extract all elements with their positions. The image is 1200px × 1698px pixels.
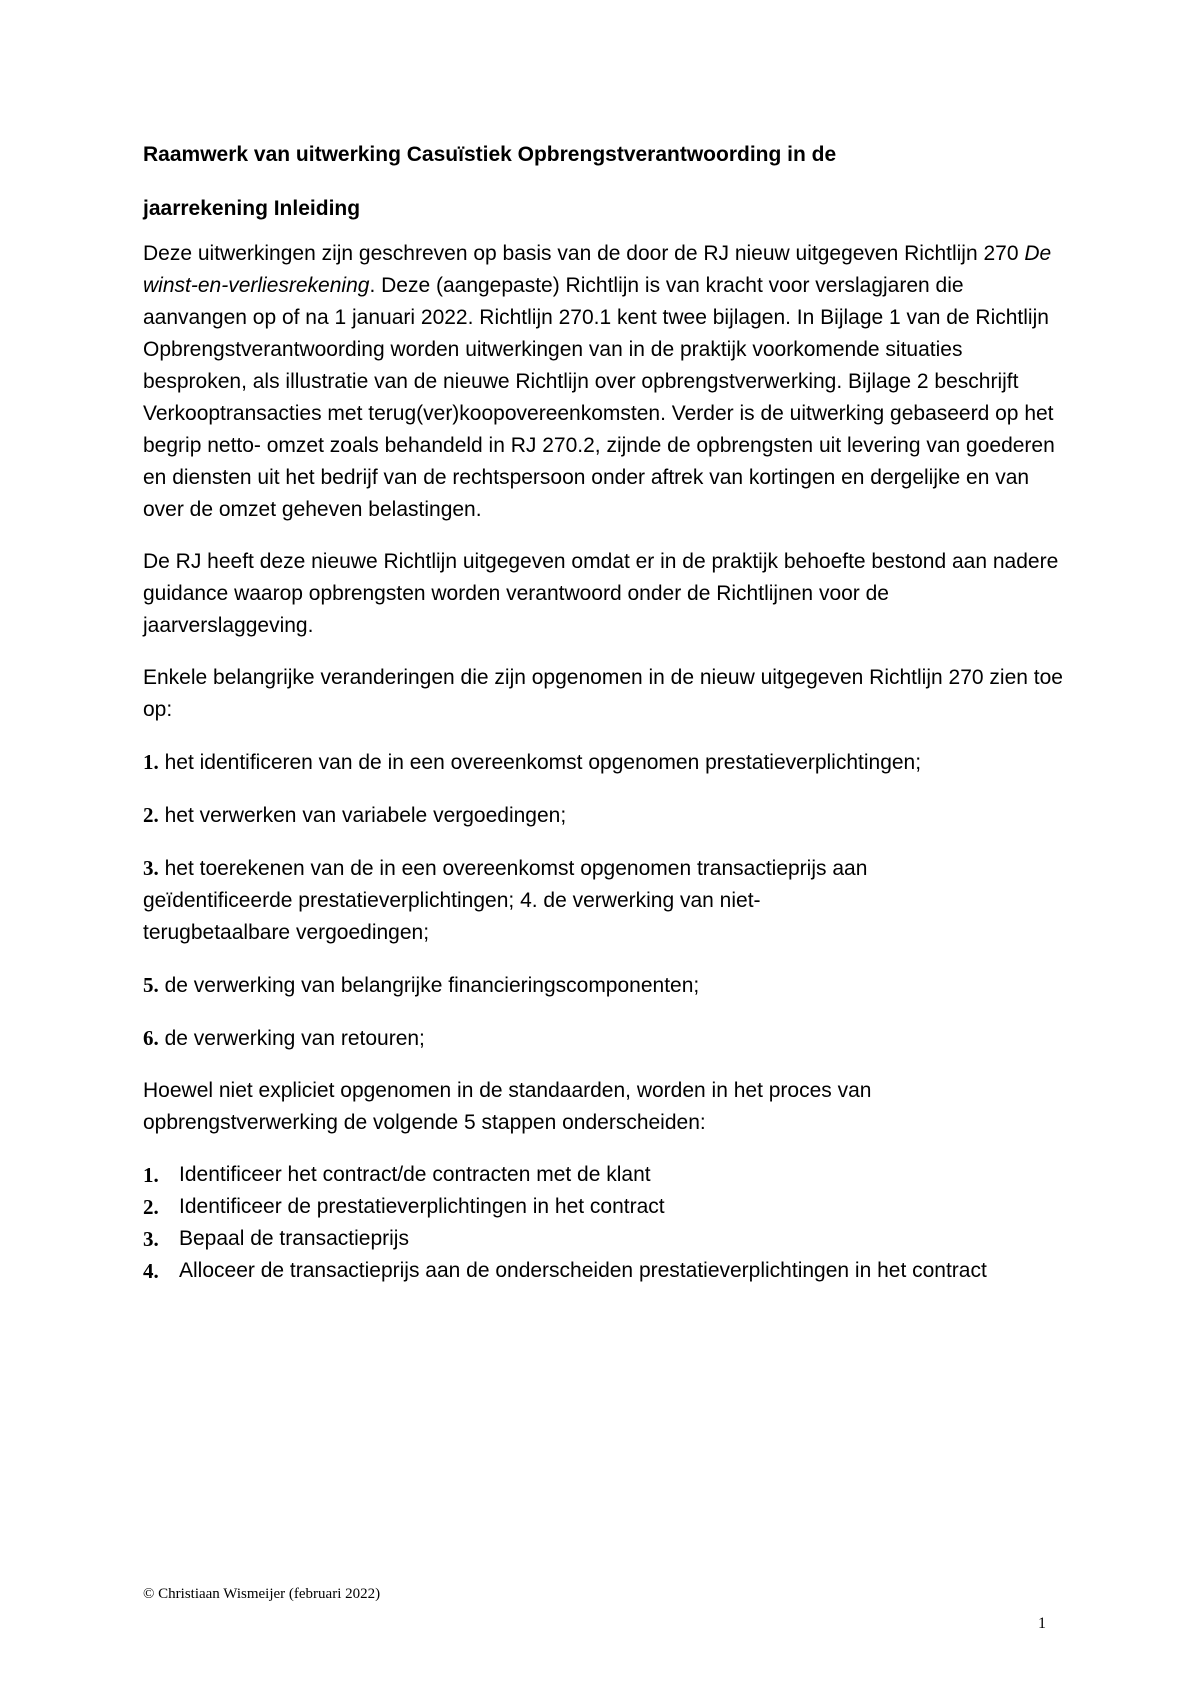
step-item bbox=[143, 1159, 1063, 1191]
changes-intro-paragraph: Enkele belangrijke veranderingen die zijn opgenomen in de nieuw uitgegeven Richtlijn 270 zien toe op: bbox=[143, 666, 1063, 721]
steps-intro-paragraph: Hoewel niet expliciet opgenomen in de standaarden, worden in het proces van opbrengstverwerking de volgende 5 stappen onderscheiden: bbox=[143, 1079, 872, 1134]
intro-text-start: Deze uitwerkingen zijn geschreven op basis van de door de RJ nieuw uitgegeven Richtlijn 270 bbox=[143, 242, 1025, 265]
change-item-number: 6. bbox=[143, 1026, 159, 1050]
step-item bbox=[143, 1191, 1063, 1223]
change-item-number: 2. bbox=[143, 803, 159, 827]
step-item bbox=[143, 1223, 1063, 1255]
change-item-number: 1. bbox=[143, 750, 159, 774]
intro-text-end: . Deze (aangepaste) Richtlijn is van kracht voor verslagjaren die aanvangen op of na 1 januari 2022. Richtlijn 270.1 kent twee bijlagen. In Bijlage 1 van de Richtlijn Opbrengstverantwoording worden uitwerkingen van in de praktijk voorkomende situaties besproken, als illustratie van de nieuwe Richtlijn over opbrengstverwerking. Bijlage 2 beschrijft Verkooptransacties met terug(ver)koopovereenkomsten. Verder is de uitwerking gebaseerd op het begrip netto- omzet zoals behandeld in RJ 270.2, zijnde de opbrengsten uit levering van goederen en diensten uit het bedrijf van de rechtspersoon onder aftrek van kortingen en dergelijke en van over de omzet geheven belastingen. bbox=[143, 274, 1055, 521]
change-item bbox=[143, 746, 1063, 779]
step-number: 4. bbox=[143, 1259, 159, 1283]
document-title-line-2: jaarrekening Inleiding bbox=[143, 197, 361, 220]
step-number: 3. bbox=[143, 1227, 159, 1251]
intro-paragraph bbox=[143, 238, 1063, 526]
footer-copyright: © Christiaan Wismeijer (februari 2022) bbox=[143, 1586, 381, 1602]
steps-list bbox=[143, 1159, 1063, 1287]
step-number: 2. bbox=[143, 1195, 159, 1219]
change-item bbox=[143, 1022, 1063, 1055]
change-item-number: 3. bbox=[143, 856, 159, 880]
change-item bbox=[143, 852, 903, 949]
change-item-text: het toerekenen van de in een overeenkomst opgenomen transactieprijs aan geïdentificeerde prestatieverplichtingen; 4. de verwerking van niet-terugbetaalbare vergoedingen; bbox=[143, 857, 868, 944]
change-item-text: de verwerking van retouren; bbox=[158, 1027, 425, 1050]
step-item bbox=[143, 1255, 1063, 1287]
change-item-number: 5. bbox=[143, 973, 159, 997]
step-text: Identificeer de prestatieverplichtingen in het contract bbox=[179, 1195, 665, 1218]
step-text: Identificeer het contract/de contracten met de klant bbox=[179, 1163, 651, 1186]
change-item bbox=[143, 799, 1063, 832]
document-title-line-1: Raamwerk van uitwerking Casuïstiek Opbrengstverantwoording in de bbox=[143, 143, 837, 166]
change-item bbox=[143, 969, 1063, 1002]
change-item-text: de verwerking van belangrijke financieringscomponenten; bbox=[158, 974, 700, 997]
step-number: 1. bbox=[143, 1163, 159, 1187]
document-body bbox=[143, 140, 1063, 1287]
page-number: 1 bbox=[1038, 1615, 1046, 1632]
intro-italic-title: De winst-en-verliesrekening bbox=[143, 242, 1052, 297]
step-text: Alloceer de transactieprijs aan de onderscheiden prestatieverplichtingen in het contract bbox=[179, 1259, 987, 1282]
change-item-text: het verwerken van variabele vergoedingen; bbox=[158, 804, 567, 827]
step-text: Bepaal de transactieprijs bbox=[179, 1227, 409, 1250]
reason-paragraph: De RJ heeft deze nieuwe Richtlijn uitgegeven omdat er in de praktijk behoefte bestond aan nadere guidance waarop opbrengsten worden verantwoord onder de Richtlijnen voor de jaarverslaggeving. bbox=[143, 550, 1059, 637]
change-item-text: het identificeren van de in een overeenkomst opgenomen prestatieverplichtingen; bbox=[158, 751, 922, 774]
